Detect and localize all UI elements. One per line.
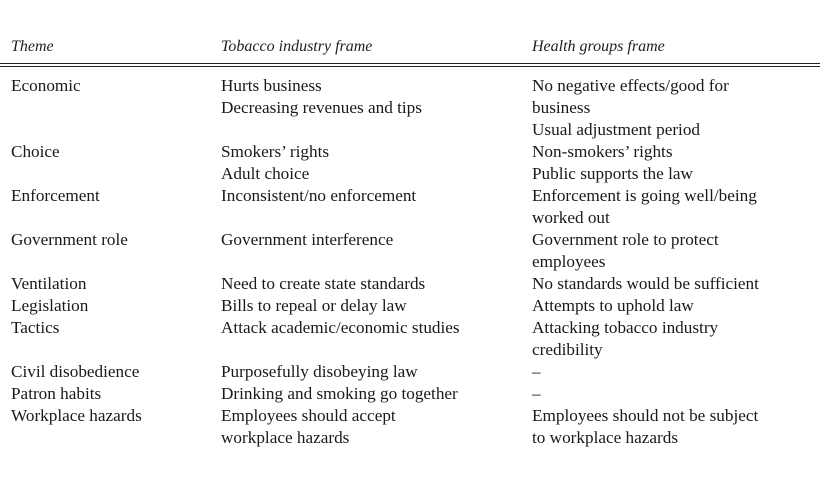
theme-text: Economic xyxy=(11,76,81,95)
header-theme: Theme xyxy=(11,38,54,55)
tobacco-frame-text: workplace hazards xyxy=(221,428,350,447)
cell-health-frame xyxy=(532,361,818,383)
cell-health-frame xyxy=(532,229,818,273)
cell-tobacco-frame xyxy=(221,273,526,295)
tobacco-frame-text: Inconsistent/no enforcement xyxy=(221,186,417,205)
tobacco-frame-text: Drinking and smoking go together xyxy=(221,384,458,403)
tobacco-frame-text: Attack academic/economic studies xyxy=(221,318,460,337)
header-tobacco-frame: Tobacco industry frame xyxy=(221,38,373,55)
health-frame-text: Public supports the law xyxy=(532,164,693,183)
cell-tobacco-frame xyxy=(221,229,526,251)
table-body xyxy=(0,75,820,449)
cell-theme xyxy=(11,383,216,405)
health-frame-text: Government role to protect xyxy=(532,230,719,249)
health-frame-text: business xyxy=(532,98,591,117)
table-row xyxy=(0,75,820,141)
cell-tobacco-frame xyxy=(221,75,526,119)
health-frame-text: employees xyxy=(532,252,606,271)
cell-health-frame xyxy=(532,141,818,185)
theme-text: Tactics xyxy=(11,318,60,337)
health-frame-text: Attempts to uphold law xyxy=(532,296,694,315)
cell-tobacco-frame xyxy=(221,295,526,317)
health-frame-text: Non-smokers’ rights xyxy=(532,142,673,161)
health-frame-text: Employees should not be subject xyxy=(532,406,759,425)
table-row xyxy=(0,405,820,449)
cell-theme xyxy=(11,405,216,427)
tobacco-frame-text: Adult choice xyxy=(221,164,310,183)
health-frame-text: to workplace hazards xyxy=(532,428,679,447)
health-frame-text: Enforcement is going well/being xyxy=(532,186,757,205)
table-header-row xyxy=(0,34,820,60)
cell-theme xyxy=(11,273,216,295)
table-row xyxy=(0,141,820,185)
theme-text: Civil disobedience xyxy=(11,362,140,381)
cell-health-frame xyxy=(532,185,818,229)
table-row xyxy=(0,317,820,361)
cell-theme xyxy=(11,185,216,207)
tobacco-frame-text: Employees should accept xyxy=(221,406,396,425)
tobacco-frame-text: Bills to repeal or delay law xyxy=(221,296,407,315)
health-frame-text: – xyxy=(532,362,541,381)
table-row xyxy=(0,273,820,295)
cell-tobacco-frame xyxy=(221,383,526,405)
health-frame-text: Attacking tobacco industry xyxy=(532,318,719,337)
tobacco-frame-text: Government interference xyxy=(221,230,394,249)
health-frame-text: No standards would be sufficient xyxy=(532,274,759,293)
theme-text: Choice xyxy=(11,142,60,161)
cell-theme xyxy=(11,229,216,251)
health-frame-text: worked out xyxy=(532,208,610,227)
cell-theme xyxy=(11,361,216,383)
table-row xyxy=(0,361,820,383)
cell-health-frame xyxy=(532,383,818,405)
cell-theme xyxy=(11,141,216,163)
table-row xyxy=(0,229,820,273)
cell-theme xyxy=(11,295,216,317)
cell-health-frame xyxy=(532,405,818,449)
table-row xyxy=(0,185,820,229)
header-health-frame: Health groups frame xyxy=(532,38,665,55)
cell-tobacco-frame xyxy=(221,317,526,339)
health-frame-text: – xyxy=(532,384,541,403)
health-frame-text: credibility xyxy=(532,340,603,359)
header-rule-top xyxy=(0,63,820,64)
theme-text: Government role xyxy=(11,230,128,249)
cell-tobacco-frame xyxy=(221,141,526,185)
theme-text: Patron habits xyxy=(11,384,102,403)
health-frame-text: No negative effects/good for xyxy=(532,76,729,95)
tobacco-frame-text: Purposefully disobeying law xyxy=(221,362,418,381)
cell-theme xyxy=(11,317,216,339)
cell-health-frame xyxy=(532,273,818,295)
cell-tobacco-frame xyxy=(221,185,526,207)
theme-text: Workplace hazards xyxy=(11,406,142,425)
cell-theme xyxy=(11,75,216,97)
header-rule-bottom xyxy=(0,66,820,67)
cell-tobacco-frame xyxy=(221,361,526,383)
tobacco-frame-text: Need to create state standards xyxy=(221,274,426,293)
cell-health-frame xyxy=(532,75,818,141)
table-row xyxy=(0,295,820,317)
theme-text: Ventilation xyxy=(11,274,87,293)
cell-tobacco-frame xyxy=(221,405,526,449)
theme-text: Legislation xyxy=(11,296,89,315)
theme-text: Enforcement xyxy=(11,186,100,205)
health-frame-text: Usual adjustment period xyxy=(532,120,701,139)
tobacco-frame-text: Smokers’ rights xyxy=(221,142,330,161)
cell-health-frame xyxy=(532,295,818,317)
tobacco-frame-text: Hurts business xyxy=(221,76,322,95)
table-row xyxy=(0,383,820,405)
tobacco-frame-text: Decreasing revenues and tips xyxy=(221,98,422,117)
cell-health-frame xyxy=(532,317,818,361)
